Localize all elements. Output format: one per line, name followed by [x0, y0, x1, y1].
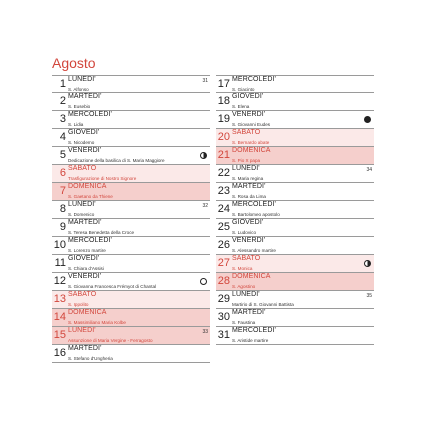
moon-phase-icon — [364, 116, 371, 123]
weekday-name: DOMENICA — [232, 147, 271, 154]
weekday-name: MARTEDI' — [68, 219, 102, 226]
saint-name: S. Lorenzo martire — [68, 248, 106, 253]
day-number: 3 — [59, 113, 66, 125]
calendar-day-row — [216, 183, 374, 201]
saint-name: S. Giovanna Francesca Frémyot di Chantal — [68, 284, 157, 289]
day-number: 7 — [59, 185, 66, 197]
calendar-day-row — [216, 111, 374, 129]
calendar-day-row — [52, 111, 210, 129]
weekday-name: VENERDI' — [232, 237, 266, 244]
saint-name: S. Bernardo abate — [232, 140, 270, 145]
weekday-name: GIOVEDI' — [68, 255, 100, 262]
day-number: 12 — [53, 275, 66, 287]
saint-name: S. Ippolito — [68, 302, 89, 307]
weekday-name: MARTEDI' — [68, 345, 102, 352]
month-title: Agosto — [52, 55, 96, 71]
day-number: 24 — [217, 203, 230, 215]
calendar-day-row — [216, 201, 374, 219]
calendar-day-row — [216, 291, 374, 309]
day-number: 15 — [53, 329, 66, 341]
saint-name: S. Pio X papa — [232, 158, 261, 163]
calendar-day-row — [216, 75, 374, 93]
weekday-name: LUNEDI' — [68, 76, 96, 83]
weekday-name: VENERDI' — [232, 111, 266, 118]
calendar-day-row — [216, 237, 374, 255]
moon-phase-icon — [200, 278, 207, 285]
moon-phase-icon — [200, 152, 207, 159]
calendar-day-row — [216, 255, 374, 273]
calendar-day-row — [52, 165, 210, 183]
day-number: 23 — [217, 185, 230, 197]
day-number: 19 — [217, 113, 230, 125]
saint-name: Martirio di S. Giovanni Battista — [232, 302, 294, 307]
day-number: 5 — [59, 149, 66, 161]
calendar-day-row — [52, 183, 210, 201]
weekday-name: MARTEDI' — [68, 93, 102, 100]
day-number: 28 — [217, 275, 230, 287]
weekday-name: SABATO — [232, 129, 261, 136]
weekday-name: GIOVEDI' — [232, 93, 264, 100]
week-number: 33 — [202, 329, 208, 335]
day-number: 27 — [217, 257, 230, 269]
weekday-name: LUNEDI' — [232, 165, 260, 172]
week-number: 34 — [366, 167, 372, 173]
day-number: 9 — [59, 221, 66, 233]
calendar-day-row — [52, 327, 210, 345]
calendar-day-row — [52, 345, 210, 363]
weekday-name: MERCOLEDI' — [232, 76, 276, 83]
saint-name: S. Giacinto — [232, 87, 255, 92]
calendar-day-row — [216, 219, 374, 237]
weekday-name: LUNEDI' — [68, 201, 96, 208]
weekday-name: MERCOLEDI' — [68, 111, 112, 118]
saint-name: Dedicazione della basilica di S. Maria Maggiore — [68, 158, 165, 163]
calendar-day-row — [216, 273, 374, 291]
weekday-name: DOMENICA — [68, 183, 107, 190]
saint-name: S. Stefano d'Ungheria — [68, 356, 113, 361]
day-number: 30 — [217, 311, 230, 323]
weekday-name: DOMENICA — [232, 273, 271, 280]
calendar-day-row — [216, 165, 374, 183]
calendar-day-row — [52, 219, 210, 237]
day-number: 29 — [217, 293, 230, 305]
day-number: 13 — [53, 293, 66, 305]
saint-name: S. Aristide martire — [232, 338, 269, 343]
weekday-name: SABATO — [68, 291, 97, 298]
calendar-day-row — [216, 327, 374, 345]
day-number: 20 — [217, 131, 230, 143]
weekday-name: SABATO — [68, 165, 97, 172]
day-number: 8 — [59, 203, 66, 215]
calendar-day-row — [52, 93, 210, 111]
calendar-day-row — [52, 75, 210, 93]
calendar-day-row — [52, 201, 210, 219]
weekday-name: VENERDI' — [68, 147, 102, 154]
saint-name: S. Faustina — [232, 320, 256, 325]
saint-name: S. Massimiliano Maria Kolbe — [68, 320, 126, 325]
saint-name: S. Eusebio — [68, 104, 91, 109]
weekday-name: LUNEDI' — [232, 291, 260, 298]
saint-name: S. Ludovico — [232, 230, 257, 235]
weekday-name: LUNEDI' — [68, 327, 96, 334]
saint-name: S. Giovanni Eudes — [232, 122, 271, 127]
saint-name: S. Domenico — [68, 212, 95, 217]
saint-name: S. Nicodemo — [68, 140, 95, 145]
weekday-name: GIOVEDI' — [68, 129, 100, 136]
day-number: 2 — [59, 95, 66, 107]
calendar-day-row — [52, 255, 210, 273]
day-number: 4 — [59, 131, 66, 143]
calendar-day-row — [52, 273, 210, 291]
saint-name: S. Chiara d'Assisi — [68, 266, 104, 271]
saint-name: S. Alfonso — [68, 87, 89, 92]
weekday-name: MARTEDI' — [232, 183, 266, 190]
saint-name: S. Maria regina — [232, 176, 264, 181]
day-number: 18 — [217, 95, 230, 107]
weekday-name: MERCOLEDI' — [232, 327, 276, 334]
week-number: 32 — [202, 203, 208, 209]
day-number: 21 — [217, 149, 230, 161]
day-number: 11 — [54, 257, 66, 269]
day-number: 31 — [217, 329, 230, 341]
calendar-column-right — [216, 75, 374, 345]
weekday-name: VENERDI' — [68, 273, 102, 280]
day-number: 22 — [217, 167, 230, 179]
calendar-day-row — [52, 237, 210, 255]
week-number: 31 — [202, 78, 208, 84]
saint-name: Trasfigurazione di Nostro Signore — [68, 176, 137, 181]
saint-name: S. Rosa da Lima — [232, 194, 266, 199]
weekday-name: MERCOLEDI' — [68, 237, 112, 244]
day-number: 10 — [53, 239, 66, 251]
weekday-name: MARTEDI' — [232, 309, 266, 316]
moon-phase-icon — [364, 260, 371, 267]
calendar-day-row — [52, 129, 210, 147]
saint-name: S. Gaetano da Thiene — [68, 194, 113, 199]
calendar-column-left — [52, 75, 210, 363]
saint-name: S. Elena — [232, 104, 250, 109]
weekday-name: MERCOLEDI' — [232, 201, 276, 208]
saint-name: S. Teresa Benedetta della Croce — [68, 230, 135, 235]
day-number: 25 — [217, 221, 230, 233]
calendar-day-row — [52, 147, 210, 165]
day-number: 26 — [217, 239, 230, 251]
day-number: 16 — [53, 347, 66, 359]
calendar-day-row — [52, 309, 210, 327]
calendar-day-row — [216, 93, 374, 111]
weekday-name: GIOVEDI' — [232, 219, 264, 226]
saint-name: S. Bartolomeo apostolo — [232, 212, 280, 217]
calendar-day-row — [52, 291, 210, 309]
day-number: 17 — [217, 78, 230, 90]
saint-name: S. Lidia — [68, 122, 84, 127]
weekday-name: DOMENICA — [68, 309, 107, 316]
calendar-day-row — [216, 147, 374, 165]
saint-name: S. Monica — [232, 266, 253, 271]
calendar-day-row — [216, 309, 374, 327]
calendar-day-row — [216, 129, 374, 147]
day-number: 6 — [59, 167, 66, 179]
saint-name: S. Alessandro martire — [232, 248, 276, 253]
day-number: 14 — [53, 311, 66, 323]
weekday-name: SABATO — [232, 255, 261, 262]
day-number: 1 — [59, 78, 66, 90]
saint-name: S. Agostino — [232, 284, 256, 289]
week-number: 35 — [366, 293, 372, 299]
saint-name: Assunzione di Maria Vergine - Ferragosto — [68, 338, 153, 343]
